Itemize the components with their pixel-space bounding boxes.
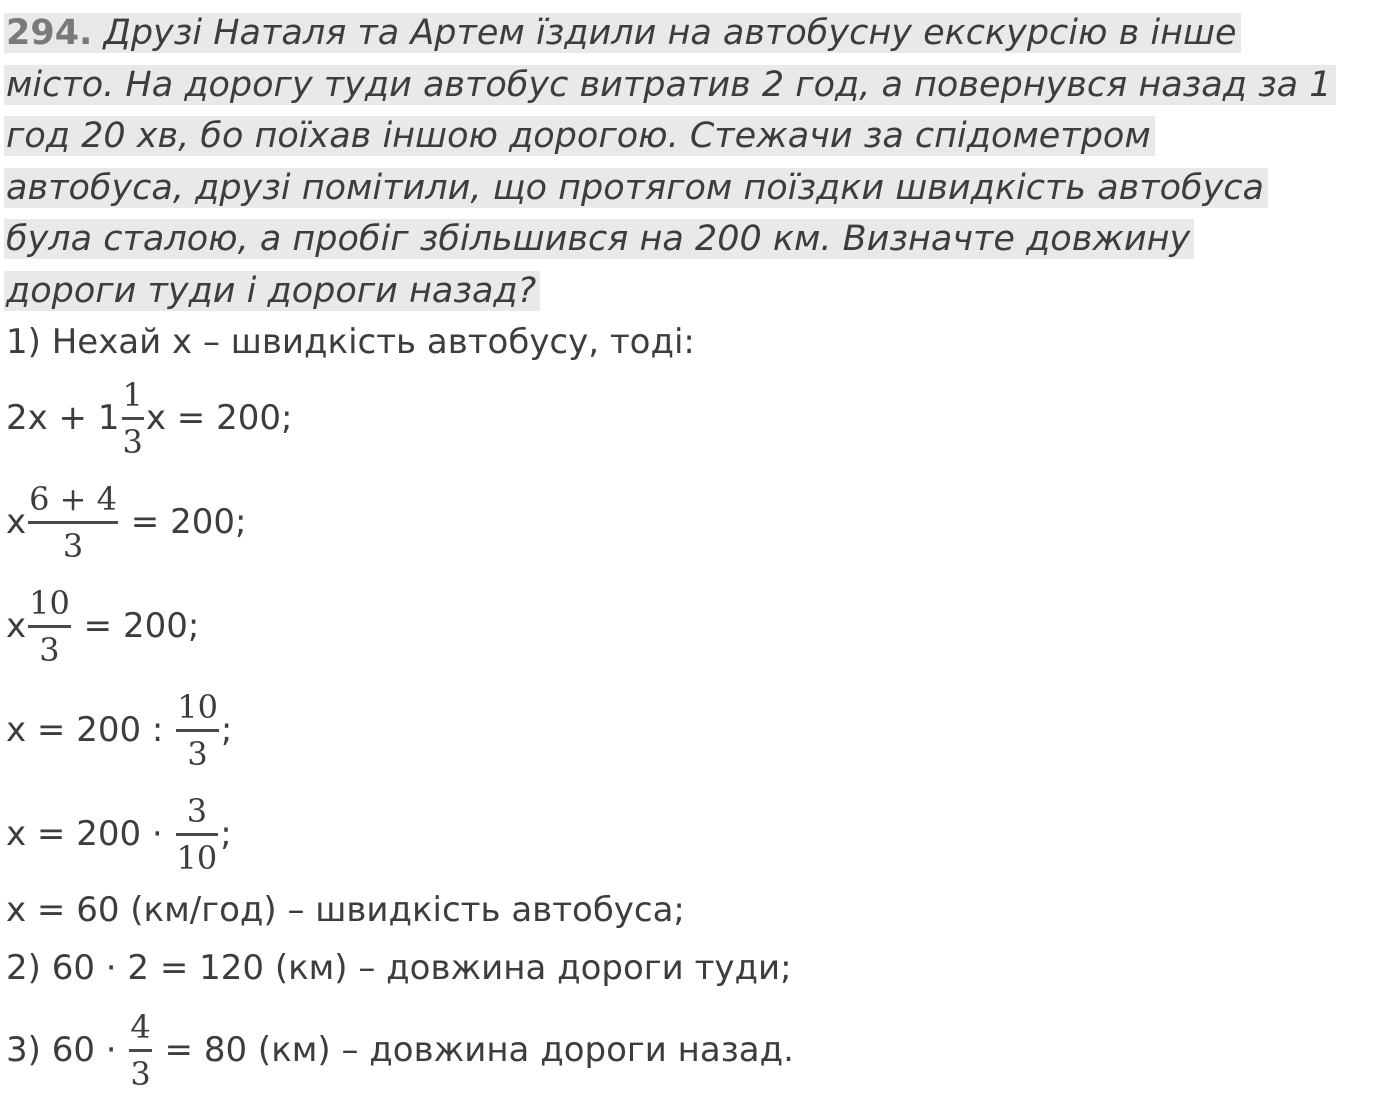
problem-number: 294. bbox=[6, 13, 93, 53]
step-1-intro: 1) Нехай x – швидкість автобусу, тоді: bbox=[6, 322, 695, 362]
fraction: $\frac{4}{3}$ bbox=[130, 1007, 151, 1093]
step-2: 2) 60 · 2 = 120 (км) – довжина дороги туди; bbox=[6, 948, 792, 988]
fraction: $\frac{6 + 4}{3}$ bbox=[29, 479, 117, 565]
problem-line-2: місто. На дорогу туди автобус витратив 2 год, а повернувся назад за 1 bbox=[4, 60, 1384, 110]
equation-3: x $\frac{10}{3}$ = 200; bbox=[6, 583, 200, 669]
fraction: $\frac{1}{3}$ bbox=[122, 375, 143, 461]
fraction: $\frac{3}{10}$ bbox=[176, 791, 218, 877]
problem-line-6: дороги туди і дороги назад? bbox=[4, 266, 1384, 316]
step-3: 3) 60 · $\frac{4}{3}$ = 80 (км) – довжина дороги назад. bbox=[6, 1007, 794, 1093]
equation-6: x = 60 (км/год) – швидкість автобуса; bbox=[6, 890, 685, 930]
equation-2: x $\frac{6 + 4}{3}$ = 200; bbox=[6, 479, 247, 565]
fraction: $\frac{10}{3}$ bbox=[29, 583, 70, 669]
problem-statement bbox=[4, 8, 1384, 317]
problem-line-3: год 20 хв, бо поїхав іншою дорогою. Стежачи за спідометром bbox=[4, 111, 1384, 161]
fraction: $\frac{10}{3}$ bbox=[177, 687, 218, 773]
equation-5: x = 200 · $\frac{3}{10}$ ; bbox=[6, 791, 232, 877]
problem-line-4: автобуса, друзі помітили, що протягом поїздки швидкість автобуса bbox=[4, 163, 1384, 213]
equation-1: 2x + 1 $\frac{1}{3}$ x = 200; bbox=[6, 375, 293, 461]
problem-line-5: була сталою, а пробіг збільшився на 200 км. Визначте довжину bbox=[4, 214, 1384, 264]
problem-line-1: 294. Друзі Наталя та Артем їздили на автобусну екскурсію в інше bbox=[4, 8, 1384, 58]
equation-4: x = 200 : $\frac{10}{3}$ ; bbox=[6, 687, 233, 773]
